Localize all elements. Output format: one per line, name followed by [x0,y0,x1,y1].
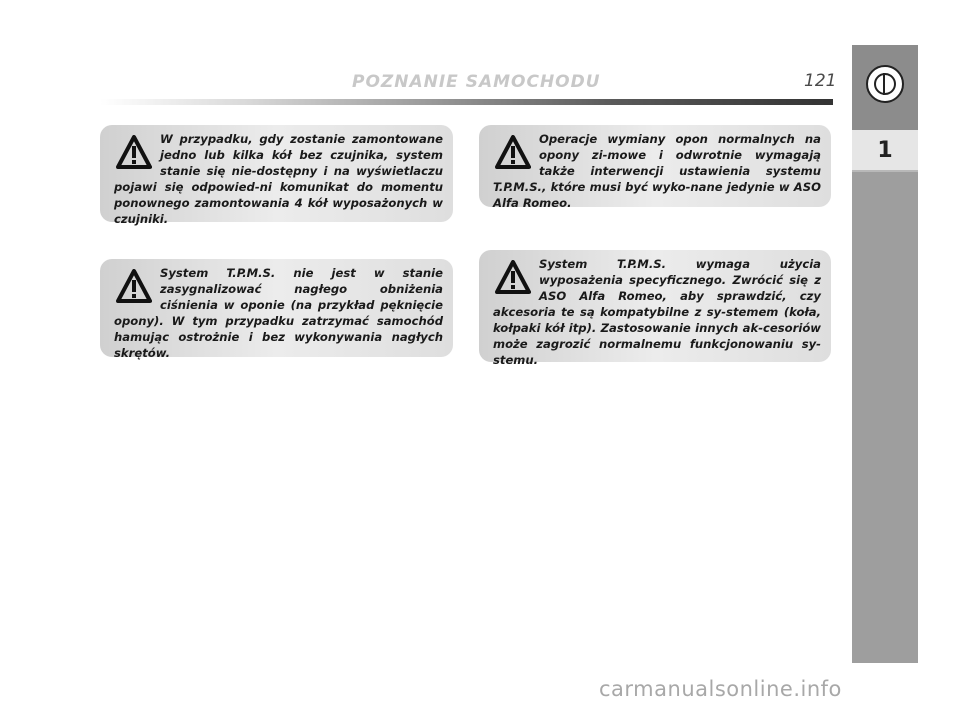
page-section-title: POZNANIE SAMOCHODU [352,72,601,92]
warning-text: System T.P.M.S. wymaga użycia wyposażenia specyficznego. Zwrócić się z ASO Alfa Romeo, aby sprawdzić, czy akcesoria te są kompatybilne z sy-stemem (koła, kołpaki kół itp). Zastosowanie innych ak-cesoriów może zagrozić normalnemu funkcjonowaniu sy-stemu. [493,257,821,367]
warning-box-sensorless-wheels [100,125,453,226]
warning-box-sudden-pressure-loss [100,259,453,360]
warning-triangle-icon [116,135,152,169]
warning-triangle-icon [495,135,531,169]
warning-box-winter-tyres [479,125,831,210]
header-rule [100,99,833,105]
warning-triangle-icon [495,260,531,294]
page-number: 121 [804,71,837,91]
chapter-number[interactable]: 1 [852,130,918,172]
warning-text: W przypadku, gdy zostanie zamontowane jedno lub kilka kół bez czujnika, system stanie się nie-dostępny i na wyświetlaczu pojawi się odpowied-ni komunikat do momentu ponownego zamontowania 4 kół wyposażonych w czujniki. [114,132,443,226]
warning-text: Operacje wymiany opon normalnych na opony zi-mowe i odwrotnie wymagają także interwencji ustawienia systemu T.P.M.S., które musi być wyko-nane jedynie w ASO Alfa Romeo. [493,132,821,210]
logo-box [852,45,918,132]
watermark: carmanualsonline.info [599,677,842,701]
warning-triangle-icon [116,269,152,303]
warning-text: System T.P.M.S. nie jest w stanie zasygnalizować nagłego obniżenia ciśnienia w oponie (na przykład pęknięcie opony). W tym przypadku zatrzymać samochód hamując ostrożnie i bez wykonywania nagłych skrętów. [114,266,443,360]
warning-box-accessories [479,250,831,367]
alfa-romeo-logo-icon [866,65,904,103]
